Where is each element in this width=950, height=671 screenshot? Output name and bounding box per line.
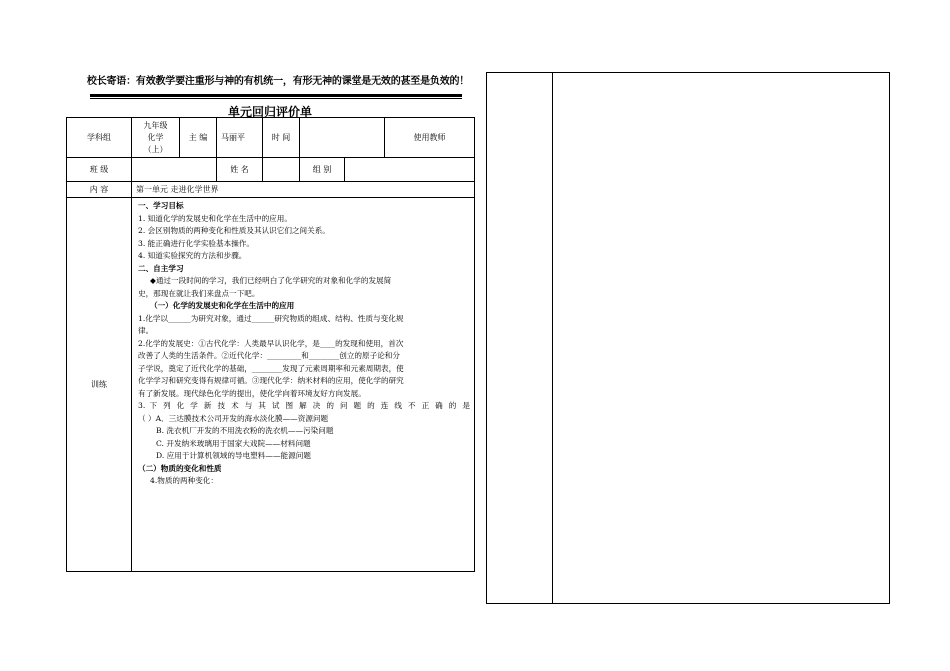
training-line: 2.化学的发展史：①古代化学：人类最早认识化学，是____的发现和使用，首次 [138,338,404,348]
training-line: （ ）A．三达膜技术公司开发的海水淡化膜——资源问题 [138,413,329,423]
right-blank-frame [486,72,890,604]
training-line: 2. 会区别物质的两种变化和性质及其认识它们之间关系。 [138,226,330,235]
principal-motto: 校长寄语：有效教学要注重形与神的有机统一，有形无神的课堂是无效的甚至是负效的！ [86,76,470,87]
divider-thin [90,98,462,99]
evaluation-form-table [66,117,475,572]
training-line: 有了新发展。现代绿色化学的提出，使化学向着环境友好方向发展。 [138,388,366,398]
divider-thick [90,94,462,97]
training-line: 改善了人类的生活条件。②近代化学：_________和________创立的原子论和分 [138,351,400,360]
grade-line-2: 化学 [147,132,164,142]
document-title: 单元回归评价单 [227,105,312,119]
editor-name: 马丽平 [217,118,263,158]
training-line: 史，那现在就让我们来盘点一下吧。 [138,288,260,298]
training-label: 训练 [67,198,132,572]
training-line: ◆通过一段时间的学习，我们已经明白了化学研究的对象和化学的发展简 [150,276,392,285]
grade-line-1: 九年级 [143,120,168,130]
grade-subject-cell [132,118,180,158]
content-label: 内 容 [67,182,132,198]
training-line: B. 洗衣机厂开发的不用洗衣粉的洗衣机——污染问题 [156,426,334,435]
class-value-cell[interactable] [132,158,217,182]
time-label: 时 间 [263,118,300,158]
training-line: 律。 [138,326,154,335]
training-line: （二）物质的变化和性质 [138,463,222,473]
training-line: 1.化学以______为研究对象，通过______研究物质的组成、结构、性质与变化规 [138,313,404,323]
training-line: C. 开发纳米玻璃用于国家大戏院——材料问题 [156,438,311,448]
editor-label: 主 编 [180,118,217,158]
group-value-cell[interactable] [345,158,475,182]
subject-group-label: 学科组 [67,118,132,158]
name-label: 姓 名 [217,158,263,182]
training-line: 1. 知道化学的发展史和化学在生活中的应用。 [138,213,292,223]
training-line: 4. 知道实验探究的方法和步骤。 [138,251,247,260]
training-line: 二、自主学习 [138,263,184,273]
class-label: 班 级 [67,158,132,182]
training-line: D. 应用于计算机领域的导电塑料——能源问题 [156,451,311,460]
training-content [132,198,475,572]
training-line: 3. 下 列 化 学 新 技 术 与 其 试 图 解 决 的 问 题 的 连 线 不 正 确 的 是 [138,401,470,410]
training-line: 4.物质的两种变化： [150,476,218,485]
training-line: 化学学习和研究变得有规律可循。③现代化学：纳米材料的应用，使化学的研究 [138,376,404,385]
training-line: 一、学习目标 [138,201,184,210]
training-line: 3. 能正确进行化学实验基本操作。 [138,238,254,248]
time-value-cell[interactable] [300,118,385,158]
group-label: 组 别 [300,158,345,182]
grade-line-3: （上） [143,144,168,154]
right-frame-divider [552,72,553,604]
teacher-label: 使用教师 [385,118,475,158]
name-value-cell[interactable] [263,158,300,182]
content-value: 第一单元 走进化学世界 [132,182,475,198]
training-line: （一）化学的发展史和化学在生活中的应用 [150,301,295,310]
training-line: 子学说，奠定了近代化学的基础，________发现了元素周期率和元素周期表，使 [138,363,404,373]
